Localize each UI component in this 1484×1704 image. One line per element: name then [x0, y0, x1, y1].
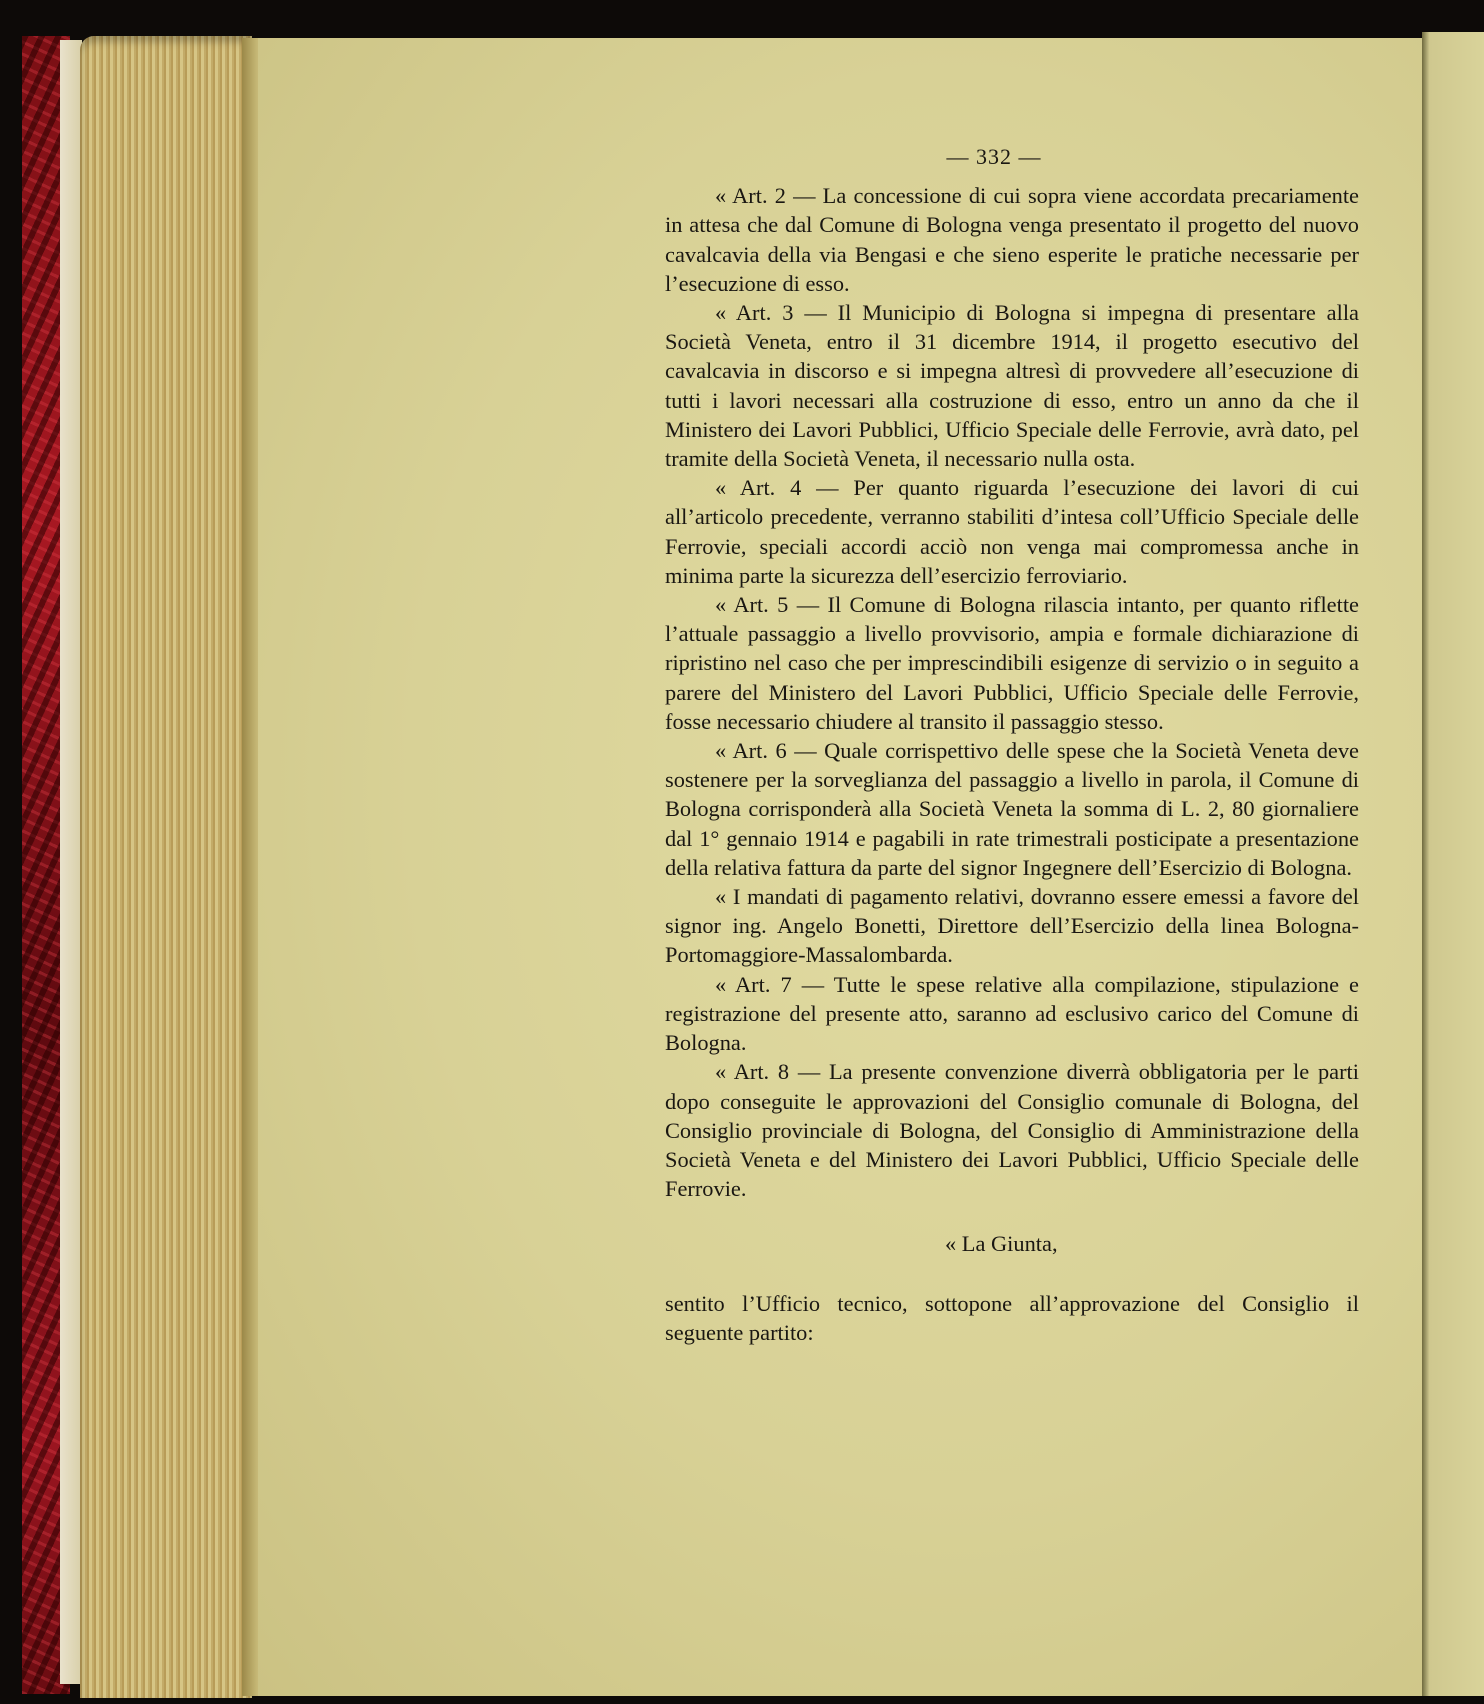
- closing-paragraph: sentito l’Ufficio tecnico, sottopone all’approvazione del Consiglio il seguente partito:: [665, 1290, 1359, 1345]
- paragraph-art-7: « Art. 7 — Tutte le spese relative alla compilazione, stipulazione e registrazione del presente atto, saranno ad esclusivo carico del Comune di Bologna.: [665, 971, 1359, 1056]
- signature-la-giunta: « La Giunta,: [945, 1231, 1058, 1257]
- paragraph-art-2: « Art. 2 — La concessione di cui sopra viene accordata precariamente in attesa che dal Comune di Bologna venga presentato il progetto del nuovo cavalcavia della via Bengasi e che sieno esperite le pratiche necessarie per l’esecuzione di esso.: [665, 183, 1359, 296]
- page-text: [665, 142, 1359, 1347]
- adjacent-page-edge: [1422, 32, 1484, 1696]
- paragraph-art-5: « Art. 5 — Il Comune di Bologna rilascia intanto, per quanto riflette l’attuale passaggio a livello provvisorio, ampia e formale dichiarazione di ripristino nel caso che per imprescindibili esigenze di servizio o in seguito a parere del Ministero del Lavori Pubblici, Ufficio Speciale delle Ferrovie, fosse necessario chiudere al transito il passaggio stesso.: [665, 592, 1359, 734]
- paragraph-art-8: « Art. 8 — La presente convenzione diverrà obbligatoria per le parti dopo conseguite le approvazioni del Consiglio comunale di Bologna, del Consiglio provinciale di Bologna, del Consiglio di Amministrazione della Società Veneta e del Ministero dei Lavori Pubblici, Ufficio Speciale delle Ferrovie.: [665, 1059, 1359, 1202]
- stacked-page-edges: [80, 36, 252, 1698]
- cover-inner-edge: [60, 40, 82, 1684]
- paragraph-art-3: « Art. 3 — Il Municipio di Bologna si impegna di presentare alla Società Veneta, entro il 31 dicembre 1914, il progetto esecutivo del cavalcavia in discorso e si impegna altresì di provvedere all’esecuzione di tutti i lavori necessari alla costruzione di esso, entro un anno da che il Ministero dei Lavori Pubblici, Ufficio Speciale delle Ferrovie, avrà dato, pel tramite della Società Veneta, il necessario nulla osta.: [665, 300, 1359, 472]
- paragraph-mandati: « I mandati di pagamento relativi, dovranno essere emessi a favore del signor ing. Angelo Bonetti, Direttore dell’Esercizio della linea Bologna-Portomaggiore-Massalombarda.: [665, 884, 1359, 968]
- page-number: — 332 —: [946, 144, 1042, 169]
- paragraph-art-4: « Art. 4 — Per quanto riguarda l’esecuzione dei lavori di cui all’articolo precedente, verranno stabiliti d’intesa coll’Ufficio Speciale delle Ferrovie, speciali accordi acciò non venga mai compromessa anche in minima parte la sicurezza dell’esercizio ferroviario.: [665, 475, 1359, 588]
- paragraph-art-6: « Art. 6 — Quale corrispettivo delle spese che la Società Veneta deve sostenere per la sorveglianza del passaggio a livello in parola, il Comune di Bologna corrisponderà alla Società Veneta la somma di L. 2, 80 giornaliere dal 1° gennaio 1914 e pagabili in rate trimestrali posticipate a presentazione della relativa fattura da parte del signor Ingegnere dell’Esercizio di Bologna.: [665, 738, 1359, 880]
